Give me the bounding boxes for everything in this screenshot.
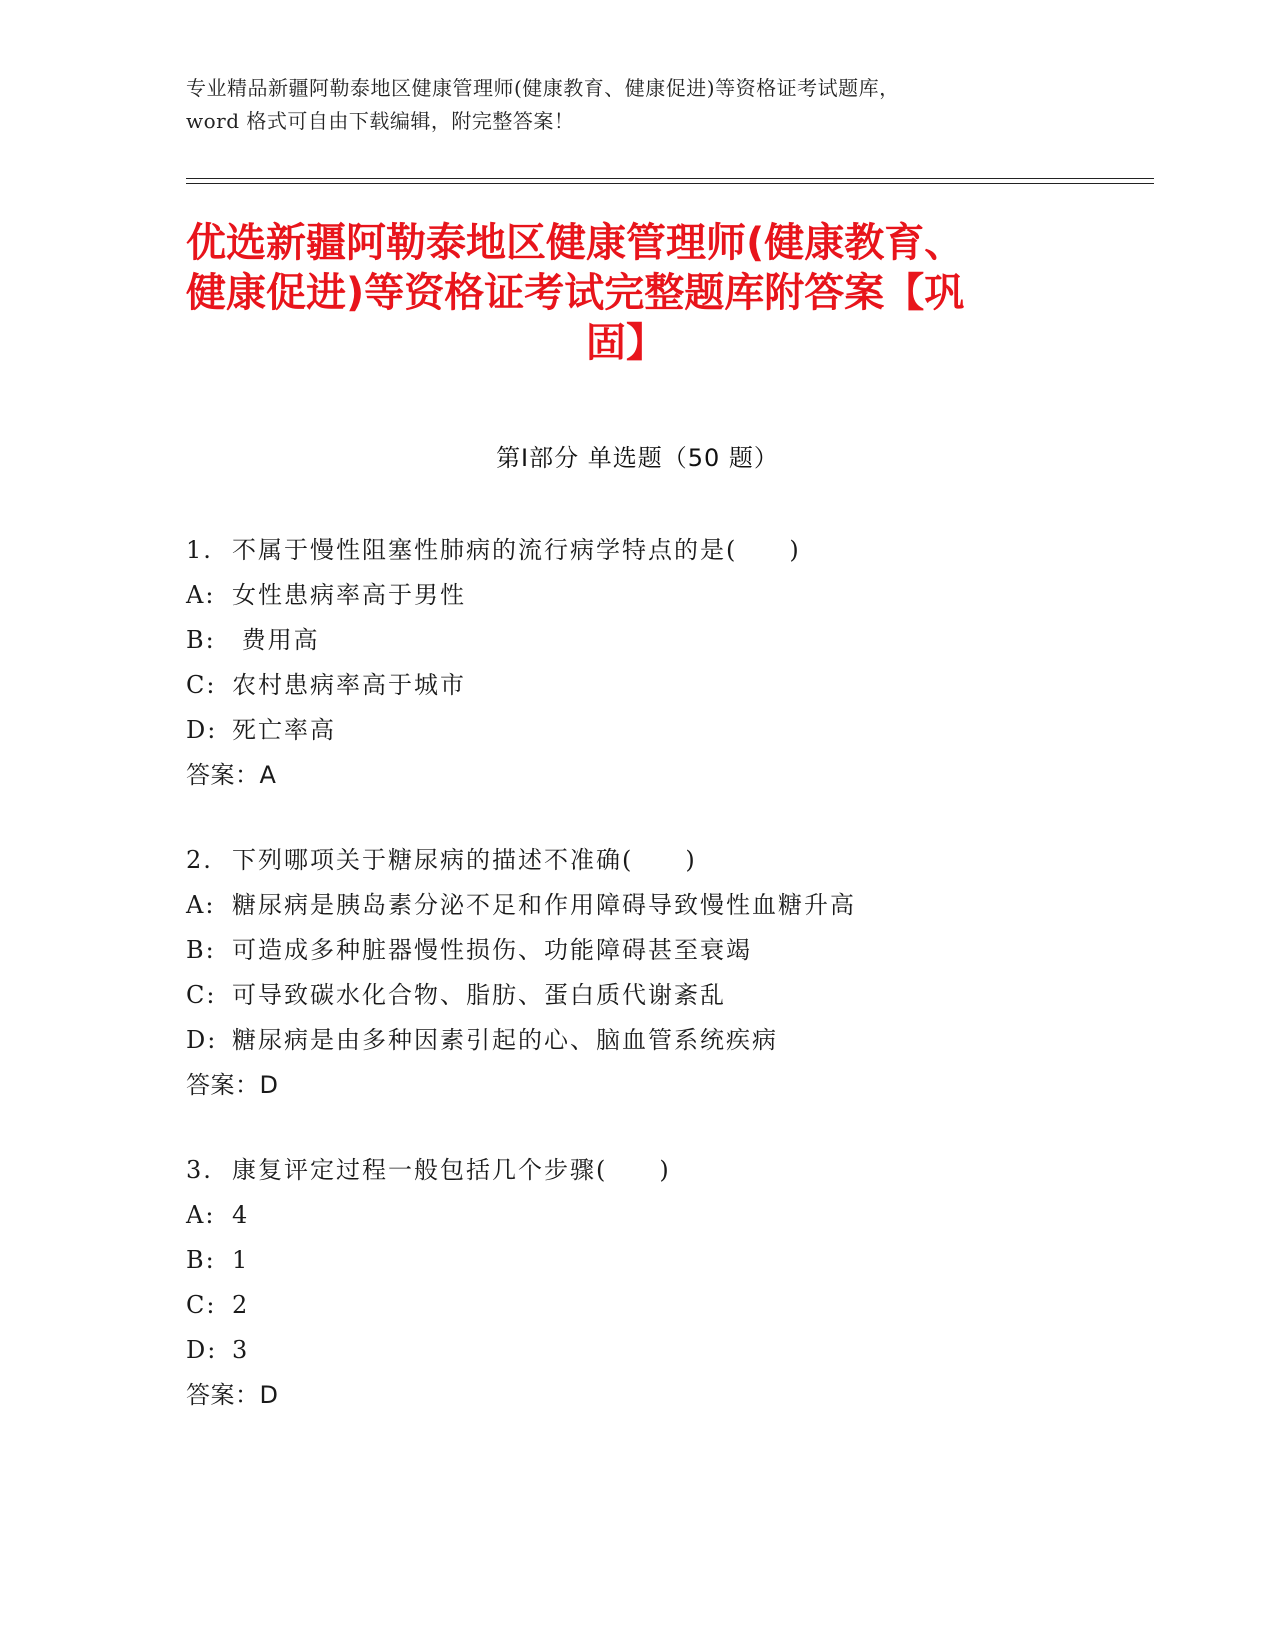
question-text: 康复评定过程一般包括几个步骤( ) xyxy=(232,1156,671,1184)
option-key: C: xyxy=(186,671,217,699)
option-text: 死亡率高 xyxy=(232,716,336,744)
option-c xyxy=(186,973,1146,1018)
option-d xyxy=(186,1328,1146,1373)
title-line-1: 优选新疆阿勒泰地区健康管理师(健康教育、 xyxy=(186,220,965,266)
option-c xyxy=(186,663,1146,708)
option-key: A: xyxy=(186,891,216,919)
option-a xyxy=(186,573,1146,618)
option-key: C: xyxy=(186,981,217,1009)
option-a xyxy=(186,883,1146,928)
header-divider-top xyxy=(186,178,1154,179)
option-key: D: xyxy=(186,1026,218,1054)
option-key: B: xyxy=(186,626,216,654)
answer-label: 答案： xyxy=(186,1381,260,1409)
header-divider-bottom xyxy=(186,183,1154,184)
option-b xyxy=(186,1238,1146,1283)
document-title xyxy=(186,218,1086,368)
option-text: 糖尿病是胰岛素分泌不足和作用障碍导致慢性血糖升高 xyxy=(232,891,856,919)
option-text: 2 xyxy=(232,1291,250,1319)
question-2 xyxy=(186,838,1146,1108)
answer-label: 答案： xyxy=(186,1071,260,1099)
option-c xyxy=(186,1283,1146,1328)
header-note-line-2: word 格式可自由下载编辑，附完整答案！ xyxy=(186,109,575,133)
answer-value: A xyxy=(259,761,277,789)
answer-value: D xyxy=(259,1381,279,1409)
option-text: 4 xyxy=(232,1201,250,1229)
option-key: B: xyxy=(186,936,216,964)
option-a xyxy=(186,1193,1146,1238)
option-d xyxy=(186,708,1146,753)
option-b xyxy=(186,928,1146,973)
option-text: 糖尿病是由多种因素引起的心、脑血管系统疾病 xyxy=(232,1026,778,1054)
option-key: D: xyxy=(186,1336,218,1364)
question-stem xyxy=(186,838,1146,883)
question-number: 2. xyxy=(186,846,213,874)
option-key: A: xyxy=(186,581,216,609)
answer-label: 答案： xyxy=(186,761,260,789)
title-line-3: 固】 xyxy=(586,320,666,366)
question-stem xyxy=(186,1148,1146,1193)
option-key: C: xyxy=(186,1291,217,1319)
answer-line xyxy=(186,1063,1146,1108)
option-text: 农村患病率高于城市 xyxy=(232,671,466,699)
question-1 xyxy=(186,528,1146,798)
question-number: 1. xyxy=(186,536,213,564)
answer-line xyxy=(186,753,1146,798)
option-d xyxy=(186,1018,1146,1063)
header-note-line-1: 专业精品新疆阿勒泰地区健康管理师(健康教育、健康促进)等资格证考试题库， xyxy=(186,76,900,100)
question-stem xyxy=(186,528,1146,573)
title-line-2: 健康促进)等资格证考试完整题库附答案【巩 xyxy=(186,270,965,316)
header-note xyxy=(186,72,1086,138)
option-text: 1 xyxy=(232,1246,250,1274)
question-text: 下列哪项关于糖尿病的描述不准确( ) xyxy=(232,846,697,874)
option-text: 女性患病率高于男性 xyxy=(232,581,466,609)
answer-line xyxy=(186,1373,1146,1418)
question-list xyxy=(186,528,1146,1458)
section-title: 第Ⅰ部分 单选题（50 题） xyxy=(496,444,779,472)
question-3 xyxy=(186,1148,1146,1418)
question-number: 3. xyxy=(186,1156,213,1184)
option-key: D: xyxy=(186,716,218,744)
option-text: 可造成多种脏器慢性损伤、功能障碍甚至衰竭 xyxy=(232,936,752,964)
option-text: 3 xyxy=(232,1336,250,1364)
option-key: B: xyxy=(186,1246,216,1274)
answer-value: D xyxy=(259,1071,279,1099)
option-text: 费用高 xyxy=(232,626,320,654)
question-text: 不属于慢性阻塞性肺病的流行病学特点的是( ) xyxy=(232,536,801,564)
option-key: A: xyxy=(186,1201,216,1229)
option-b xyxy=(186,618,1146,663)
option-text: 可导致碳水化合物、脂肪、蛋白质代谢紊乱 xyxy=(232,981,726,1009)
